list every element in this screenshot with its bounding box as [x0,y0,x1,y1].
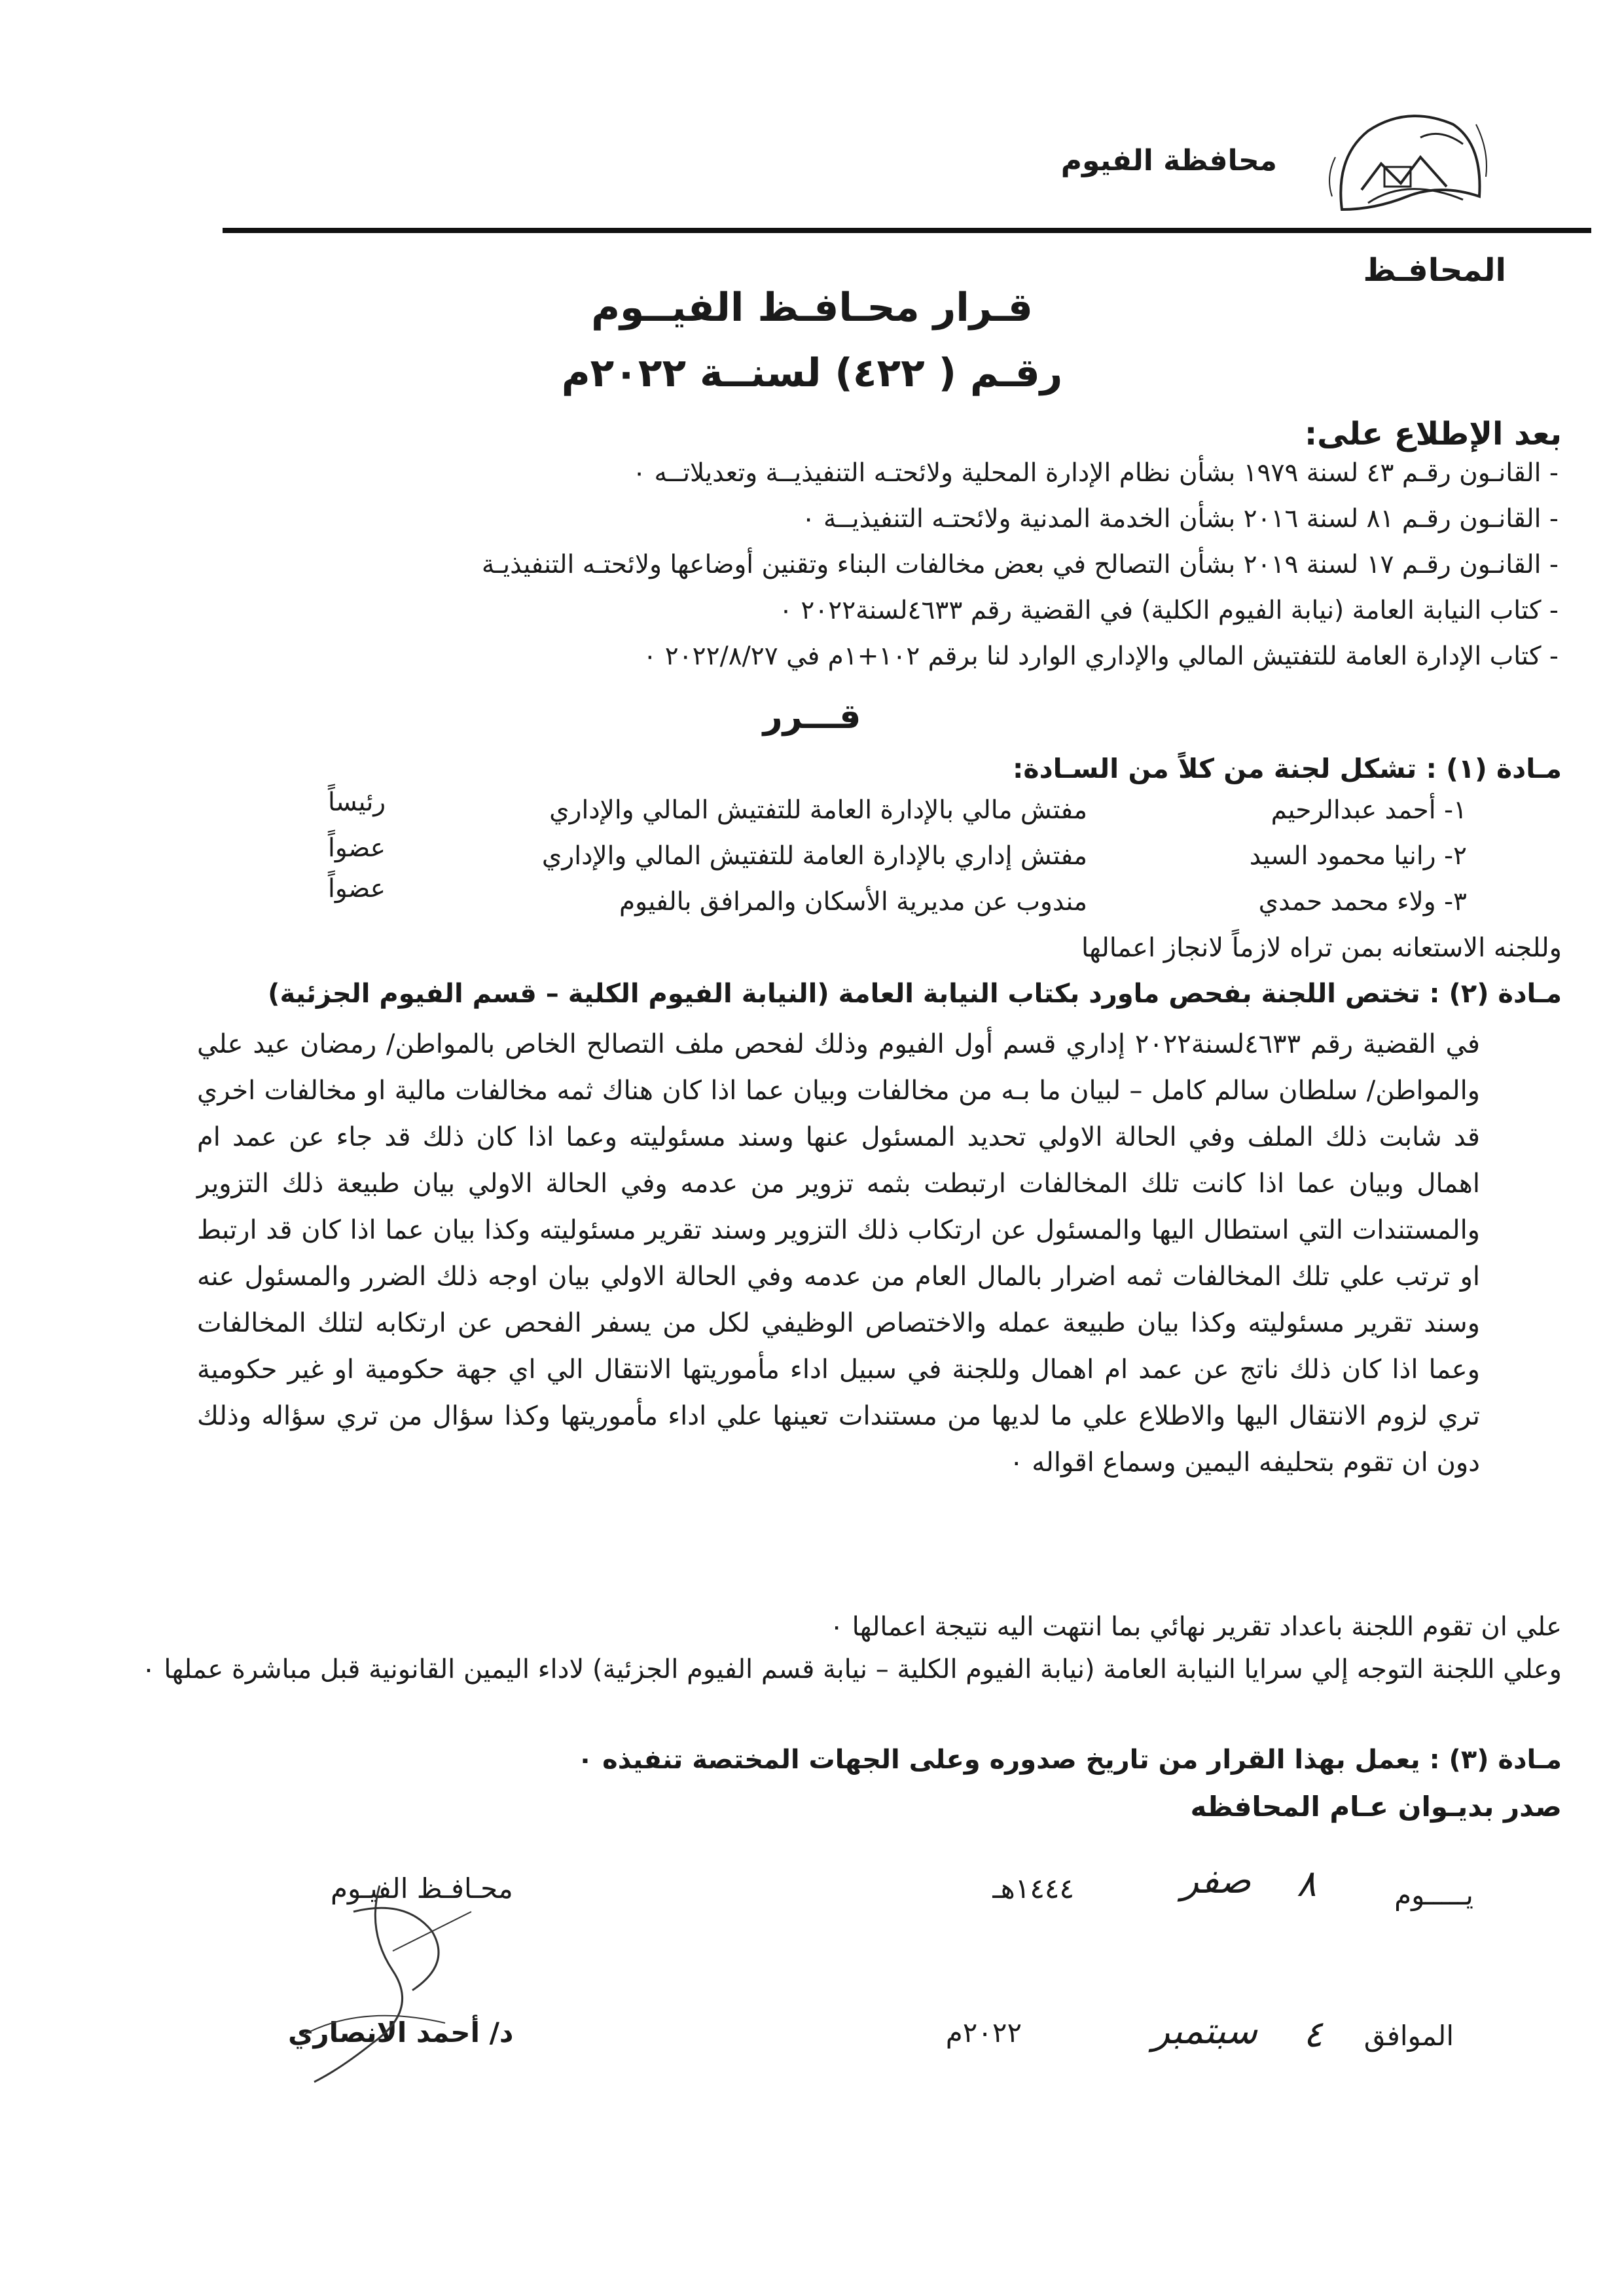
decree-number: رقـم ( ٤٢٢) لسنــة ٢٠٢٢م [561,350,1063,396]
member-name: ٣- ولاء محمد حمدي [1258,887,1467,917]
header-divider [223,228,1591,233]
preamble-item: - كتاب الإدارة العامة للتفتيش المالي والإداري الوارد لنا برقم ١٠٢+١م في ٢٠٢٢/٨/٢٧ ٠ [643,642,1559,671]
issued-statement: صدر بديـوان عـام المحافظه [1190,1791,1562,1823]
greg-day: ٤ [1303,2013,1323,2056]
committee-note: وللجنه الاستعانه بمن تراه لازماً لانجاز اعمالها [1081,933,1562,963]
member-role: مفتش مالي بالإدارة العامة للتفتيش المالي والإداري [549,795,1087,825]
preamble-item: - القانـون رقـم ٤٣ لسنة ١٩٧٩ بشأن نظام الإدارة المحلية ولائحتـه التنفيذيــة وتعديلاتــه ٠ [632,458,1559,488]
member-row [158,788,1467,835]
member-name: ١- أحمد عبدالرحيم [1271,795,1467,825]
preamble-item: - القانـون رقـم ١٧ لسنة ٢٠١٩ بشأن التصالح في بعض مخالفات البناء وتقنين أوضاعها ولائحتـه التنفيذيـة [481,550,1559,579]
member-row [158,874,1467,926]
member-position: عضواً [328,833,386,863]
member-position: رئيساً [328,788,386,817]
hijri-month: صفر [1181,1859,1251,1902]
hijri-year: ١٤٤٤هـ [992,1872,1074,1904]
handwritten-signature-icon [275,1872,511,2095]
member-name: ٢- رانيا محمود السيد [1249,841,1467,871]
member-role: مندوب عن مديرية الأسكان والمرافق بالفيوم [619,887,1087,917]
signatory-name: د/ أحمد الانصاري [288,2016,514,2049]
preamble-item: - كتاب النيابة العامة (نيابة الفيوم الكلية) في القضية رقم ٤٦٣٣لسنة٢٠٢٢ ٠ [779,596,1559,625]
signatory-title: محـافـظ الفيـوم [331,1872,513,1904]
decided-heading: قـــرر [763,697,861,737]
article-2-report: علي ان تقوم اللجنة باعداد تقرير نهائي بما انتهت اليه نتيجة اعمالها ٠ [829,1612,1562,1642]
article-2-body: في القضية رقم ٤٦٣٣لسنة٢٠٢٢ إداري قسم أول الفيوم وذلك لفحص ملف التصالح الخاص بالمواطن/ رمضان عيد علي والمواطن/ سلطان سالم كامل – لبيان ما بـه من مخالفات وبيان عما اذا كان هناك ثمه مخالفات مالية او مخالفات اخري قد شابت ذلك الملف وفي الحالة الاولي تحديد المسئول عنها وسند مسئوليته وعما اذا كان ذلك قد جاء عن عمد ام اهمال وبيان عما اذا كانت تلك المخالفات ارتبطت بثمه تزوير من عدمه وفي الحالة الاولي بيان طبيعة ذلك التزوير والمستندات التي استطال اليها والمسئول عن ارتكاب ذلك التزوير وسند تقرير مسئوليته وكذا بيان عما اذا كان قد ارتبط او ترتب علي تلك المخالفات ثمه اضرار بالمال العام من عدمه وفي الحالة الاولي بيان اوجه ذلك الضرر والمسئول عنه وسند تقرير مسئوليته وكذا بيان طبيعة عمله والاختصاص الوظيفي لكل من يسفر الفحص عن ارتكابه لتلك المخالفات وعما اذا كان ذلك ناتج عن عمد ام اهمال وللجنة في سبيل اداء مأموريتها الانتقال الي اي جهة حكومية او غير حكومية تري لزوم الانتقال اليها والاطلاع علي ما لديها من مستندات تعينها علي اداء مأموريتها وكذا سؤال من تري سؤاله وذلك دون ان تقوم بتحليفه اليمين وسماع اقواله ٠ [197,1029,1480,1478]
preamble-heading: بعد الإطلاع على: [1304,416,1562,452]
preamble-item: - القانـون رقـم ٨١ لسنة ٢٠١٦ بشأن الخدمة المدنية ولائحتـه التنفيذيــة ٠ [801,504,1559,534]
greg-month: سبتمبر [1152,2010,1257,2052]
governorate-name: محافظة الفيوم [1060,144,1277,177]
date-greg-label: الموافق [1363,2020,1454,2052]
article-2-oath: وعلي اللجنة التوجه إلي سرايا النيابة العامة (نيابة الفيوم الكلية – نيابة قسم الفيوم الجزئية) لاداء اليمين القانونية قبل مباشرة عملها ٠ [141,1654,1562,1685]
member-position: عضواً [328,874,386,903]
article-1-heading: مـادة (١) : تشكل لجنة من كلاً من السـادة: [1013,753,1562,784]
article-3: مـادة (٣) : يعمل بهذا القرار من تاريخ صدوره وعلى الجهات المختصة تنفيذه ٠ [577,1745,1562,1775]
greg-year: ٢٠٢٢م [945,2016,1022,2049]
fayoum-governorate-emblem-icon [1322,98,1492,229]
hijri-day: ٨ [1296,1863,1316,1905]
office-title: المحافـظ [1363,252,1506,289]
member-role: مفتش إداري بالإدارة العامة للتفتيش المالي والإداري [541,841,1087,871]
date-day-label: يـــــوم [1394,1879,1473,1911]
article-2-heading: مـادة (٢) : تختص اللجنة بفحص ماورد بكتاب النيابة العامة (النيابة الفيوم الكلية – قسم الفيوم الجزئية) [268,979,1562,1009]
decree-title: قـرار محـافـظ الفيــوم [591,285,1033,331]
